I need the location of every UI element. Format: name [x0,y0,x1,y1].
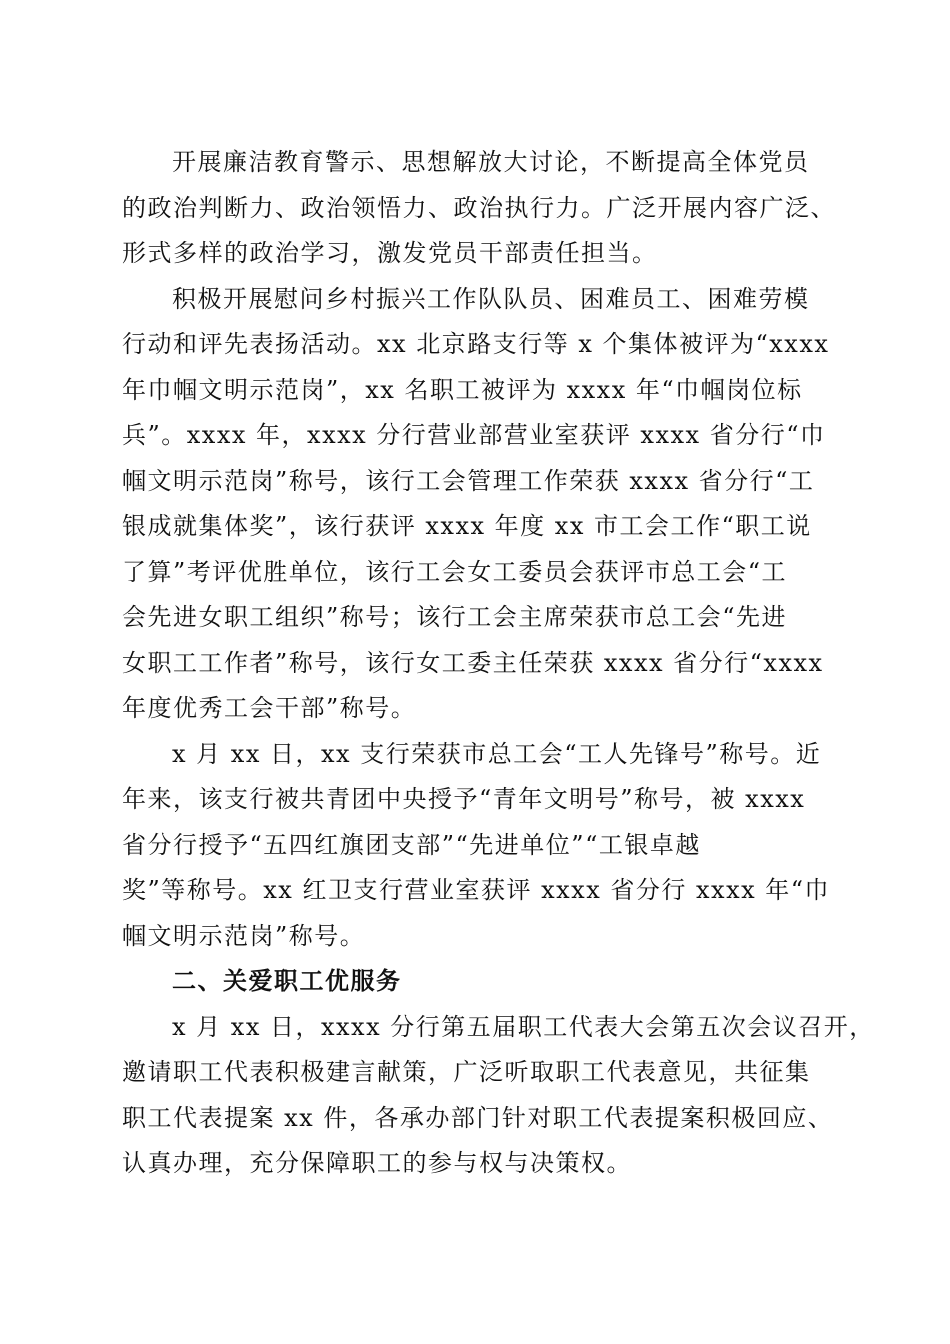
paragraph-line: 积极开展慰问乡村振兴工作队队员、困难员工、困难劳模 [172,284,810,313]
paragraph-line: 兵”。xxxx 年，xxxx 分行营业部营业室获评 xxxx 省分行“巾 [122,421,826,449]
paragraph-line: 奖”等称号。xx 红卫支行营业室获评 xxxx 省分行 xxxx 年“巾 [122,876,831,904]
document-body [122,140,875,1187]
paragraph-line: 了算”考评优胜单位，该行工会女工委员会获评市总工会“工 [122,557,788,586]
paragraph-line: 认真办理，充分保障职工的参与权与决策权。 [122,1149,632,1177]
paragraph-line: 形式多样的政治学习，激发党员干部责任担当。 [122,239,658,267]
paragraph-line: 邀请职工代表积极建言献策，广泛听取职工代表意见，共征集 [122,1058,811,1086]
paragraph-2 [122,277,832,732]
paragraph-line: 开展廉洁教育警示、思想解放大讨论，不断提高全体党员 [172,148,810,176]
section-heading: 二、关爱职工优服务 [172,967,402,995]
paragraph-line: 银成就集体奖”，该行获评 xxxx 年度 xx 市工会工作“职工说 [122,512,812,540]
paragraph-line: 省分行授予“五四红旗团支部”“先进单位”“工银卓越 [122,830,701,859]
paragraph-line: 帼文明示范岗”称号。 [122,921,366,950]
paragraph-line: 职工代表提案 xx 件，各承办部门针对职工代表提案积极回应、 [122,1103,834,1132]
paragraph-line: 会先进女职工组织”称号；该行工会主席荣获市总工会“先进 [122,603,788,631]
paragraph-1 [122,140,836,277]
paragraph-line: 行动和评先表扬活动。xx 北京路支行等 x 个集体被评为“xxxx [122,330,830,358]
paragraph-line: x 月 xx 日，xxxx 分行第五届职工代表大会第五次会议召开， [172,1012,875,1041]
paragraph-line: 的政治判断力、政治领悟力、政治执行力。广泛开展内容广泛、 [122,193,836,222]
paragraph-line: 女职工工作者”称号，该行女工委主任荣获 xxxx 省分行“xxxx [122,648,824,677]
paragraph-line: 帼文明示范岗”称号，该行工会管理工作荣获 xxxx 省分行“工 [122,466,815,495]
paragraph-line: 年来，该支行被共青团中央授予“青年文明号”称号，被 xxxx [122,785,806,813]
paragraph-line: 年巾帼文明示范岗”，xx 名职工被评为 xxxx 年“巾帼岗位标 [122,375,803,404]
paragraph-4 [122,1005,875,1187]
paragraph-line: 年度优秀工会干部”称号。 [122,694,417,722]
paragraph-3 [122,732,832,960]
paragraph-line: x 月 xx 日，xx 支行荣获市总工会“工人先锋号”称号。近 [172,739,822,768]
